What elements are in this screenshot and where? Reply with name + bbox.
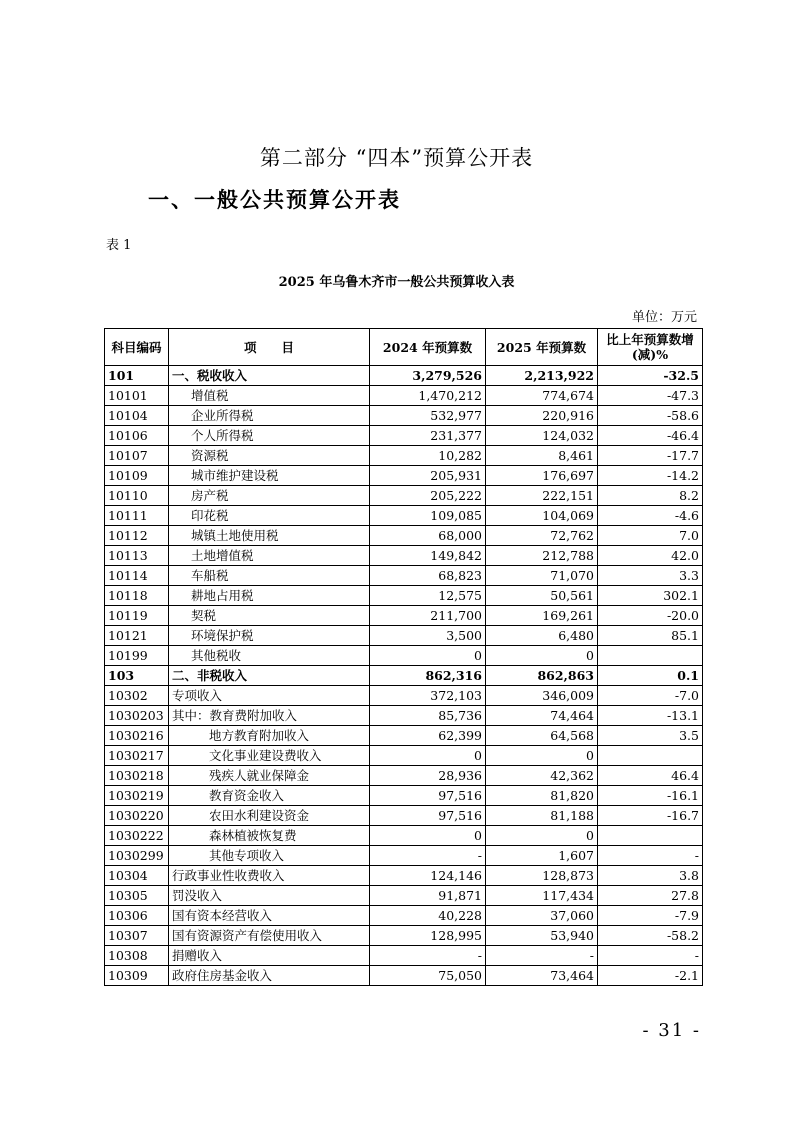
row-code: 1030216 (105, 726, 169, 746)
row-item: 专项收入 (169, 686, 370, 706)
table-row (105, 826, 703, 846)
row-budget-2025: 42,362 (486, 766, 598, 786)
table-title: 2025 年乌鲁木齐市一般公共预算收入表 (278, 275, 515, 290)
row-change: 3.5 (598, 726, 703, 746)
row-code: 1030219 (105, 786, 169, 806)
row-code: 1030299 (105, 846, 169, 866)
table-row (105, 806, 703, 826)
table-row (105, 726, 703, 746)
table-row (105, 586, 703, 606)
row-change: -58.2 (598, 926, 703, 946)
row-change: 3.3 (598, 566, 703, 586)
row-change: -7.0 (598, 686, 703, 706)
row-change: -13.1 (598, 706, 703, 726)
row-code: 10304 (105, 866, 169, 886)
table-row (105, 606, 703, 626)
row-code: 10113 (105, 546, 169, 566)
row-item: 捐赠收入 (169, 946, 370, 966)
row-budget-2024: 211,700 (370, 606, 486, 626)
row-item: 增值税 (169, 386, 370, 406)
row-budget-2024: 124,146 (370, 866, 486, 886)
row-item: 契税 (169, 606, 370, 626)
row-change: -32.5 (598, 366, 703, 386)
row-budget-2025: 6,480 (486, 626, 598, 646)
row-item: 个人所得税 (169, 426, 370, 446)
part-title: 第二部分 “四本”预算公开表 (259, 146, 534, 170)
table-row (105, 686, 703, 706)
row-budget-2024: 109,085 (370, 506, 486, 526)
row-change: - (598, 946, 703, 966)
row-change: -17.7 (598, 446, 703, 466)
row-change: -4.6 (598, 506, 703, 526)
row-code: 10110 (105, 486, 169, 506)
row-budget-2024: 149,842 (370, 546, 486, 566)
row-change: -7.9 (598, 906, 703, 926)
row-code: 10119 (105, 606, 169, 626)
row-item: 国有资源资产有偿使用收入 (169, 926, 370, 946)
row-change: -46.4 (598, 426, 703, 446)
row-budget-2024: 1,470,212 (370, 386, 486, 406)
row-budget-2025: 81,188 (486, 806, 598, 826)
page-number: - 31 - (642, 1020, 701, 1041)
row-budget-2024: 28,936 (370, 766, 486, 786)
row-change: -16.1 (598, 786, 703, 806)
row-code: 10309 (105, 966, 169, 986)
row-budget-2024: - (370, 946, 486, 966)
table-row (105, 946, 703, 966)
row-budget-2025: 104,069 (486, 506, 598, 526)
row-code: 10305 (105, 886, 169, 906)
table-row (105, 766, 703, 786)
row-code: 10101 (105, 386, 169, 406)
row-change (598, 646, 703, 666)
row-code: 1030220 (105, 806, 169, 826)
row-item: 土地增值税 (169, 546, 370, 566)
row-budget-2024: 372,103 (370, 686, 486, 706)
budget-table (104, 328, 703, 986)
row-budget-2024: 91,871 (370, 886, 486, 906)
row-item: 房产税 (169, 486, 370, 506)
row-change: 302.1 (598, 586, 703, 606)
table-row (105, 746, 703, 766)
row-change: -47.3 (598, 386, 703, 406)
row-code: 10307 (105, 926, 169, 946)
row-item: 车船税 (169, 566, 370, 586)
row-item: 其他税收 (169, 646, 370, 666)
row-budget-2025: 71,070 (486, 566, 598, 586)
row-budget-2024: 0 (370, 746, 486, 766)
row-budget-2024: 128,995 (370, 926, 486, 946)
row-item: 二、非税收入 (169, 666, 370, 686)
row-budget-2025: 81,820 (486, 786, 598, 806)
row-code: 103 (105, 666, 169, 686)
row-budget-2025: 50,561 (486, 586, 598, 606)
row-change: 46.4 (598, 766, 703, 786)
table-label: 表 1 (106, 238, 132, 253)
row-item: 一、税收收入 (169, 366, 370, 386)
row-budget-2025: 128,873 (486, 866, 598, 886)
row-budget-2025: 117,434 (486, 886, 598, 906)
row-budget-2024: 97,516 (370, 786, 486, 806)
row-code: 1030203 (105, 706, 169, 726)
table-row (105, 906, 703, 926)
row-code: 10104 (105, 406, 169, 426)
row-code: 101 (105, 366, 169, 386)
row-budget-2024: - (370, 846, 486, 866)
table-row (105, 846, 703, 866)
row-budget-2025: 0 (486, 646, 598, 666)
row-code: 1030218 (105, 766, 169, 786)
table-row (105, 566, 703, 586)
row-change: - (598, 846, 703, 866)
row-item: 地方教育附加收入 (169, 726, 370, 746)
row-budget-2024: 97,516 (370, 806, 486, 826)
row-budget-2024: 85,736 (370, 706, 486, 726)
row-item: 残疾人就业保障金 (169, 766, 370, 786)
table-row (105, 426, 703, 446)
table-row (105, 386, 703, 406)
row-code: 10111 (105, 506, 169, 526)
row-item: 农田水利建设资金 (169, 806, 370, 826)
row-change: 3.8 (598, 866, 703, 886)
row-budget-2025: 222,151 (486, 486, 598, 506)
row-budget-2024: 68,000 (370, 526, 486, 546)
row-budget-2025: - (486, 946, 598, 966)
row-code: 10109 (105, 466, 169, 486)
table-row (105, 706, 703, 726)
row-change: 8.2 (598, 486, 703, 506)
row-budget-2025: 74,464 (486, 706, 598, 726)
table-row (105, 646, 703, 666)
row-item: 行政事业性收费收入 (169, 866, 370, 886)
table-row (105, 486, 703, 506)
header-change: 比上年预算数增(减)% (598, 329, 703, 366)
table-row (105, 546, 703, 566)
row-budget-2025: 72,762 (486, 526, 598, 546)
row-budget-2025: 2,213,922 (486, 366, 598, 386)
row-code: 10199 (105, 646, 169, 666)
row-code: 1030222 (105, 826, 169, 846)
row-budget-2025: 346,009 (486, 686, 598, 706)
table-row (105, 366, 703, 386)
row-code: 10114 (105, 566, 169, 586)
row-budget-2024: 12,575 (370, 586, 486, 606)
row-change: -58.6 (598, 406, 703, 426)
row-change: 42.0 (598, 546, 703, 566)
header-item: 项 目 (169, 329, 370, 366)
header-2025: 2025 年预算数 (486, 329, 598, 366)
row-item: 教育资金收入 (169, 786, 370, 806)
row-code: 10302 (105, 686, 169, 706)
row-change: 85.1 (598, 626, 703, 646)
row-budget-2025: 862,863 (486, 666, 598, 686)
row-code: 10308 (105, 946, 169, 966)
row-item: 城镇土地使用税 (169, 526, 370, 546)
row-budget-2025: 8,461 (486, 446, 598, 466)
row-change (598, 826, 703, 846)
row-code: 1030217 (105, 746, 169, 766)
row-code: 10306 (105, 906, 169, 926)
row-change: -20.0 (598, 606, 703, 626)
table-row (105, 786, 703, 806)
row-change (598, 746, 703, 766)
row-item: 环境保护税 (169, 626, 370, 646)
row-budget-2024: 231,377 (370, 426, 486, 446)
table-row (105, 446, 703, 466)
row-change: 7.0 (598, 526, 703, 546)
row-budget-2025: 1,607 (486, 846, 598, 866)
row-item: 资源税 (169, 446, 370, 466)
row-item: 文化事业建设费收入 (169, 746, 370, 766)
row-budget-2024: 75,050 (370, 966, 486, 986)
row-budget-2024: 205,931 (370, 466, 486, 486)
row-item: 城市维护建设税 (169, 466, 370, 486)
row-item: 国有资本经营收入 (169, 906, 370, 926)
row-change: 0.1 (598, 666, 703, 686)
row-budget-2024: 68,823 (370, 566, 486, 586)
row-budget-2024: 205,222 (370, 486, 486, 506)
table-row (105, 526, 703, 546)
section-title: 一、一般公共预算公开表 (148, 187, 401, 212)
table-row (105, 626, 703, 646)
row-budget-2024: 40,228 (370, 906, 486, 926)
row-budget-2025: 212,788 (486, 546, 598, 566)
row-item: 印花税 (169, 506, 370, 526)
row-budget-2024: 0 (370, 646, 486, 666)
table-row (105, 506, 703, 526)
row-code: 10121 (105, 626, 169, 646)
row-budget-2025: 176,697 (486, 466, 598, 486)
row-code: 10118 (105, 586, 169, 606)
row-budget-2024: 10,282 (370, 446, 486, 466)
row-budget-2025: 53,940 (486, 926, 598, 946)
row-budget-2025: 73,464 (486, 966, 598, 986)
row-change: -14.2 (598, 466, 703, 486)
row-item: 耕地占用税 (169, 586, 370, 606)
row-budget-2024: 862,316 (370, 666, 486, 686)
table-row (105, 926, 703, 946)
table-row (105, 666, 703, 686)
row-change: 27.8 (598, 886, 703, 906)
row-budget-2025: 0 (486, 746, 598, 766)
row-item: 企业所得税 (169, 406, 370, 426)
row-budget-2025: 37,060 (486, 906, 598, 926)
row-budget-2024: 3,500 (370, 626, 486, 646)
row-budget-2024: 0 (370, 826, 486, 846)
unit-label: 单位：万元 (631, 310, 697, 325)
table-row (105, 406, 703, 426)
header-code: 科目编码 (105, 329, 169, 366)
row-budget-2025: 64,568 (486, 726, 598, 746)
table-header-row (105, 329, 703, 366)
row-item: 森林植被恢复费 (169, 826, 370, 846)
row-budget-2025: 220,916 (486, 406, 598, 426)
row-change: -16.7 (598, 806, 703, 826)
row-budget-2024: 532,977 (370, 406, 486, 426)
header-2024: 2024 年预算数 (370, 329, 486, 366)
row-budget-2025: 0 (486, 826, 598, 846)
row-item: 政府住房基金收入 (169, 966, 370, 986)
row-code: 10106 (105, 426, 169, 446)
row-budget-2025: 124,032 (486, 426, 598, 446)
table-row (105, 466, 703, 486)
row-budget-2024: 62,399 (370, 726, 486, 746)
row-budget-2024: 3,279,526 (370, 366, 486, 386)
table-row (105, 886, 703, 906)
row-item: 罚没收入 (169, 886, 370, 906)
row-change: -2.1 (598, 966, 703, 986)
row-item: 其他专项收入 (169, 846, 370, 866)
row-code: 10112 (105, 526, 169, 546)
row-item: 其中：教育费附加收入 (169, 706, 370, 726)
row-code: 10107 (105, 446, 169, 466)
table-row (105, 966, 703, 986)
table-row (105, 866, 703, 886)
row-budget-2025: 169,261 (486, 606, 598, 626)
row-budget-2025: 774,674 (486, 386, 598, 406)
